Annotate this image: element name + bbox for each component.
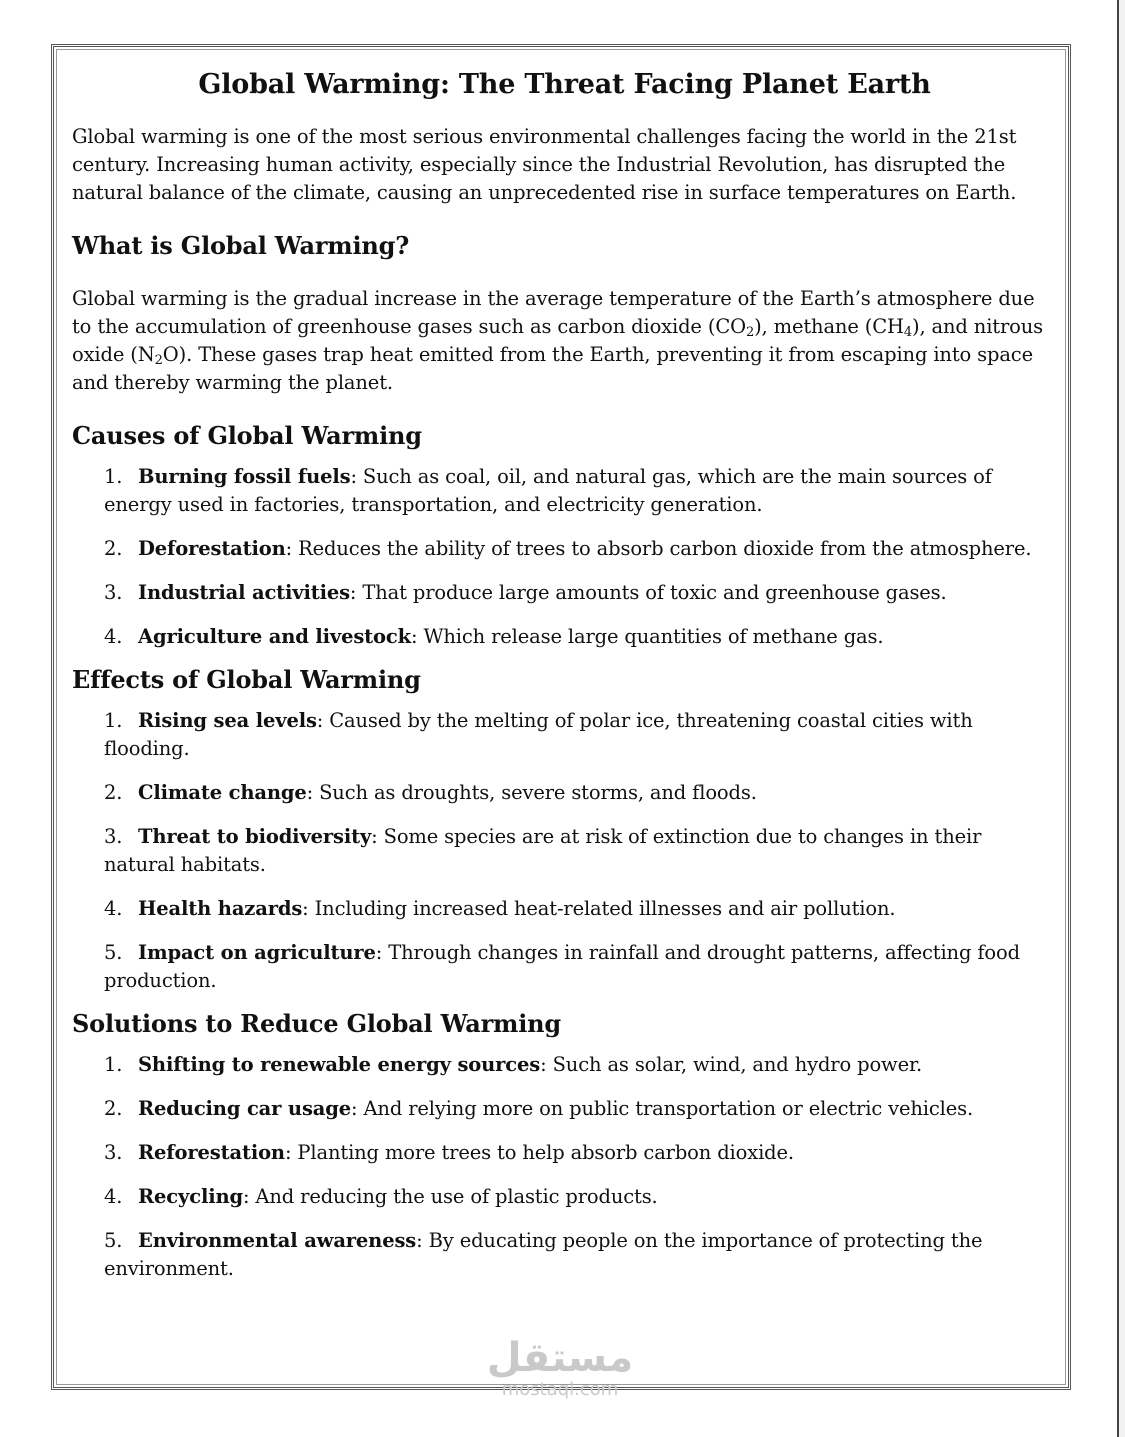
list-item: 4. Health hazards: Including increased heat-related illnesses and air pollution.: [104, 897, 896, 920]
causes-list: [72, 463, 1057, 651]
list-item: 3. Industrial activities: That produce large amounts of toxic and greenhouse gases.: [104, 581, 947, 604]
solutions-list: [72, 1051, 1057, 1283]
mostaql-watermark: [470, 1336, 650, 1406]
list-item: 4. Agriculture and livestock: Which release large quantities of methane gas.: [104, 625, 884, 648]
document-body: [72, 62, 1057, 1295]
list-item: 3. Reforestation: Planting more trees to help absorb carbon dioxide.: [104, 1141, 794, 1164]
document-title: Global Warming: The Threat Facing Planet Earth: [198, 69, 931, 100]
effects-list: [72, 707, 1057, 995]
effects-heading: Effects of Global Warming: [72, 665, 421, 694]
what-paragraph: Global warming is the gradual increase in the average temperature of the Earth’s atmosphere due to the accumulation of greenhouse gases such as carbon dioxide $(CO_2)$, methane $(CH_4)$, and nitrous oxide $(N_2O)$. These gases trap heat emitted from the Earth, preventing it from escaping into space and thereby warming the planet.: [72, 287, 1044, 394]
list-item: 2. Deforestation: Reduces the ability of trees to absorb carbon dioxide from the atmosphere.: [104, 537, 1032, 560]
list-item: 2. Reducing car usage: And relying more on public transportation or electric vehicles.: [104, 1097, 974, 1120]
list-item: 3. Threat to biodiversity: Some species are at risk of extinction due to changes in their natural habitats.: [104, 825, 982, 876]
list-item: 5. Impact on agriculture: Through changes in rainfall and drought patterns, affecting food production.: [104, 941, 1020, 992]
what-heading: What is Global Warming?: [72, 231, 410, 260]
solutions-heading: Solutions to Reduce Global Warming: [72, 1009, 561, 1038]
intro-paragraph: Global warming is one of the most serious environmental challenges facing the world in the 21st century. Increasing human activity, especially since the Industrial Revolution, has disrupted the natural balance of the climate, causing an unprecedented rise in surface temperatures on Earth.: [72, 125, 1017, 204]
list-item: 1. Burning fossil fuels: Such as coal, oil, and natural gas, which are the main sources of energy used in factories, transportation, and electricity generation.: [104, 465, 992, 516]
list-item: 4. Recycling: And reducing the use of plastic products.: [104, 1185, 658, 1208]
list-item: 1. Rising sea levels: Caused by the melting of polar ice, threatening coastal cities with flooding.: [104, 709, 973, 760]
watermark-arabic: مستقل: [486, 1335, 634, 1381]
list-item: 2. Climate change: Such as droughts, severe storms, and floods.: [104, 781, 757, 804]
causes-heading: Causes of Global Warming: [72, 421, 422, 450]
watermark-latin: mostaql.com: [501, 1379, 619, 1400]
list-item: 5. Environmental awareness: By educating people on the importance of protecting the environment.: [104, 1229, 983, 1280]
list-item: 1. Shifting to renewable energy sources: Such as solar, wind, and hydro power.: [104, 1053, 923, 1076]
